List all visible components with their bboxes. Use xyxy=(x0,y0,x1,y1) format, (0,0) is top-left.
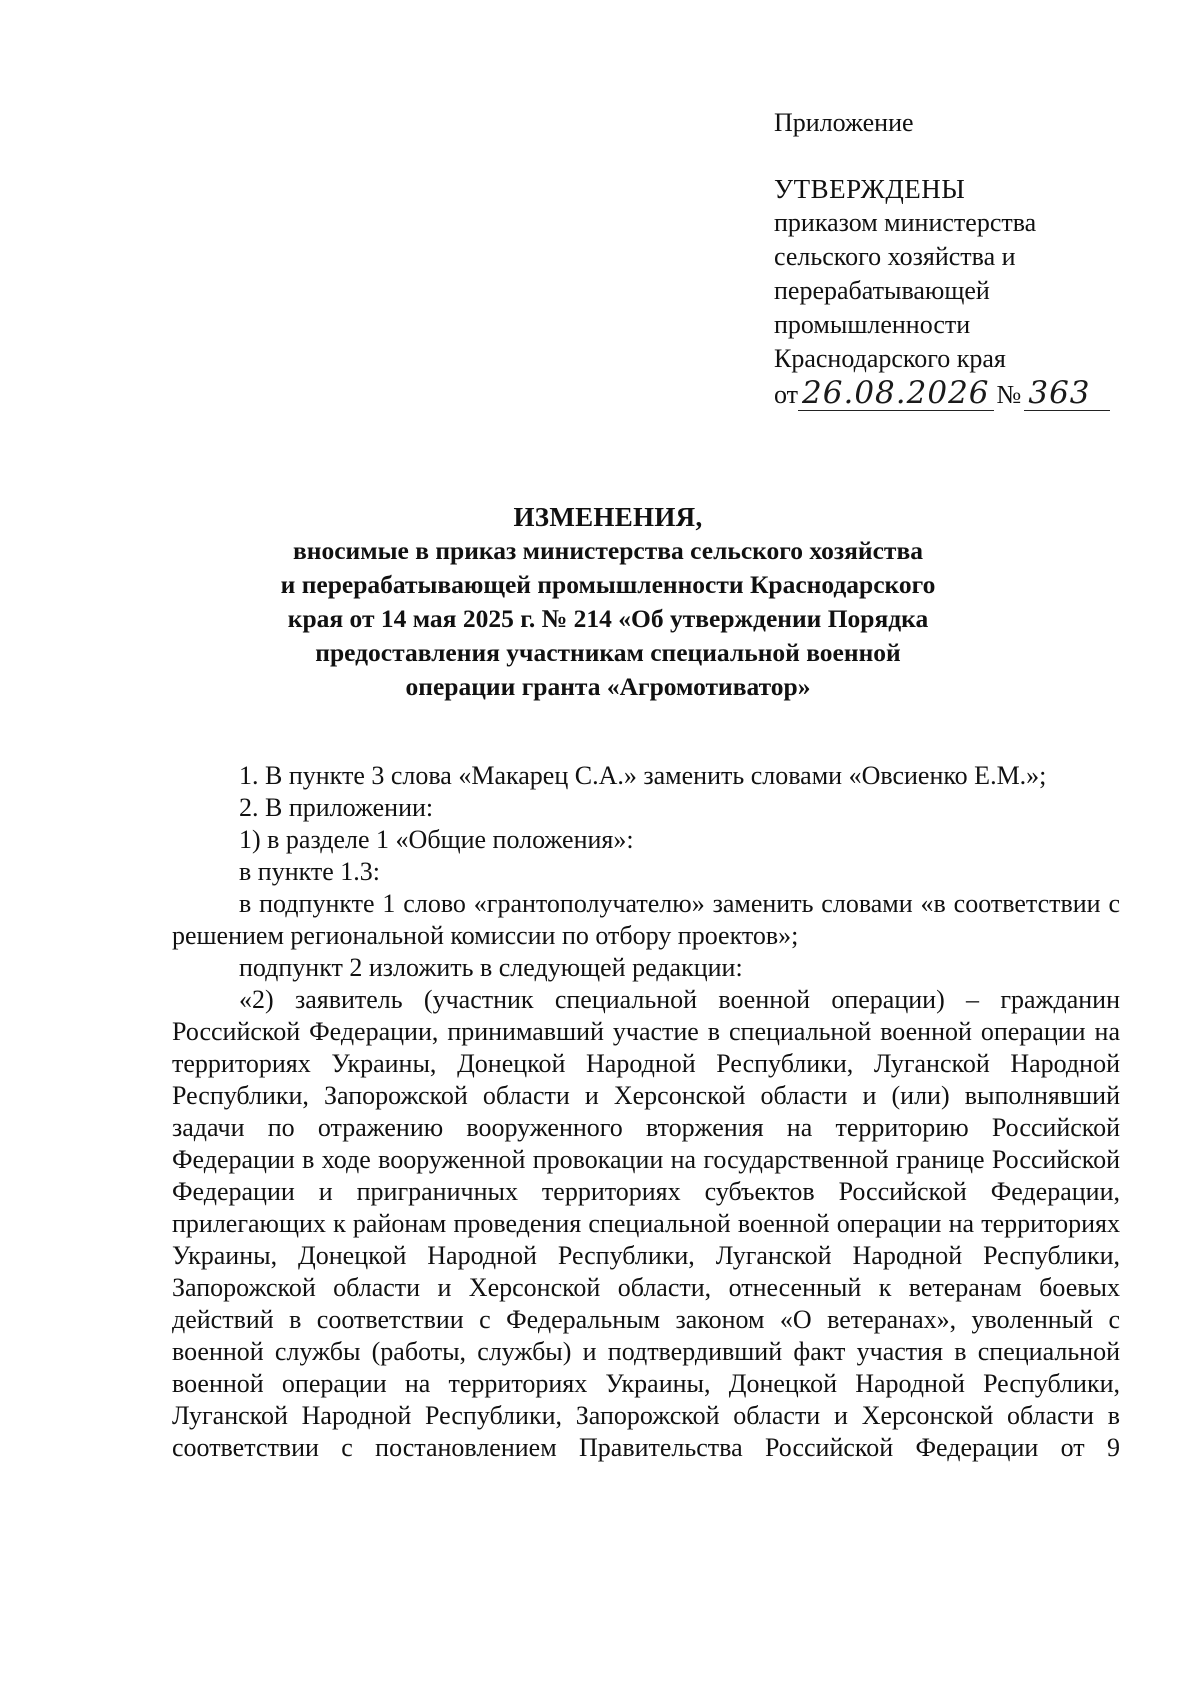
approval-line: сельского хозяйства и xyxy=(774,242,1016,271)
body-paragraph: 1) в разделе 1 «Общие положения»: xyxy=(239,825,634,854)
handwritten-date: 26.08.2026 xyxy=(798,376,994,411)
title-line: вносимые в приказ министерства сельского хозяйства xyxy=(293,536,923,565)
body-paragraph: 2. В приложении: xyxy=(239,793,434,822)
approved-heading: УТВЕРЖДЕНЫ xyxy=(774,174,966,204)
title-line: операции гранта «Агромотиватор» xyxy=(405,672,811,701)
order-date-line xyxy=(774,376,1134,412)
approval-line: Краснодарского края xyxy=(774,344,1006,373)
number-sign: № xyxy=(996,380,1022,409)
approval-line: промышленности xyxy=(774,310,971,339)
title-line: предоставления участникам специальной военной xyxy=(315,638,901,667)
title-main: ИЗМЕНЕНИЯ, xyxy=(513,502,703,532)
body-paragraph: в пункте 1.3: xyxy=(239,857,381,886)
appendix-label: Приложение xyxy=(774,108,914,137)
document-body xyxy=(172,760,1120,1464)
approval-block xyxy=(774,106,1134,412)
body-paragraph: «2) заявитель (участник специальной военной операции) – гражданин Российской Федерации, принимавший участие в специальной военной операции на территориях Украины, Донецкой Народной Республики, Луганской Народной Республики, Запорожской области и Херсонской области и (или) выполнявший задачи по отражению вооруженного вторжения на территорию Российской Федерации в ходе вооруженной провокации на государственной границе Российской Федерации и приграничных территориях субъектов Российской Федерации, прилегающих к районам проведения специальной военной операции на территориях Украины, Донецкой Народной Республики, Луганской Народной Республики, Запорожской области и Херсонской области, отнесенный к ветеранам боевых действий в соответствии с Федеральным законом «О ветеранах», уволенный с военной службы (работы, службы) и подтвердивший факт участия в специальной военной операции на территориях Украины, Донецкой Народной Республики, Луганской Народной Республики, Запорожской области и Херсонской области в соответствии с постановлением Правительства Российской Федерации от 9 xyxy=(172,985,1120,1462)
body-paragraph: в подпункте 1 слово «грантополучателю» заменить словами «в соответствии с решением региональной комиссии по отбору проектов»; xyxy=(172,889,1120,950)
handwritten-number: 363 xyxy=(1024,376,1110,411)
title-line: края от 14 мая 2025 г. № 214 «Об утверждении Порядка xyxy=(287,604,929,633)
approval-line: перерабатывающей xyxy=(774,276,990,305)
body-paragraph: 1. В пункте 3 слова «Макарец С.А.» заменить словами «Овсиенко Е.М.»; xyxy=(239,761,1047,790)
title-line: и перерабатывающей промышленности Краснодарского xyxy=(280,570,936,599)
body-paragraph: подпункт 2 изложить в следующей редакции: xyxy=(239,953,743,982)
document-title xyxy=(168,500,1048,704)
approval-line: приказом министерства xyxy=(774,208,1037,237)
date-prefix: от xyxy=(774,380,799,409)
